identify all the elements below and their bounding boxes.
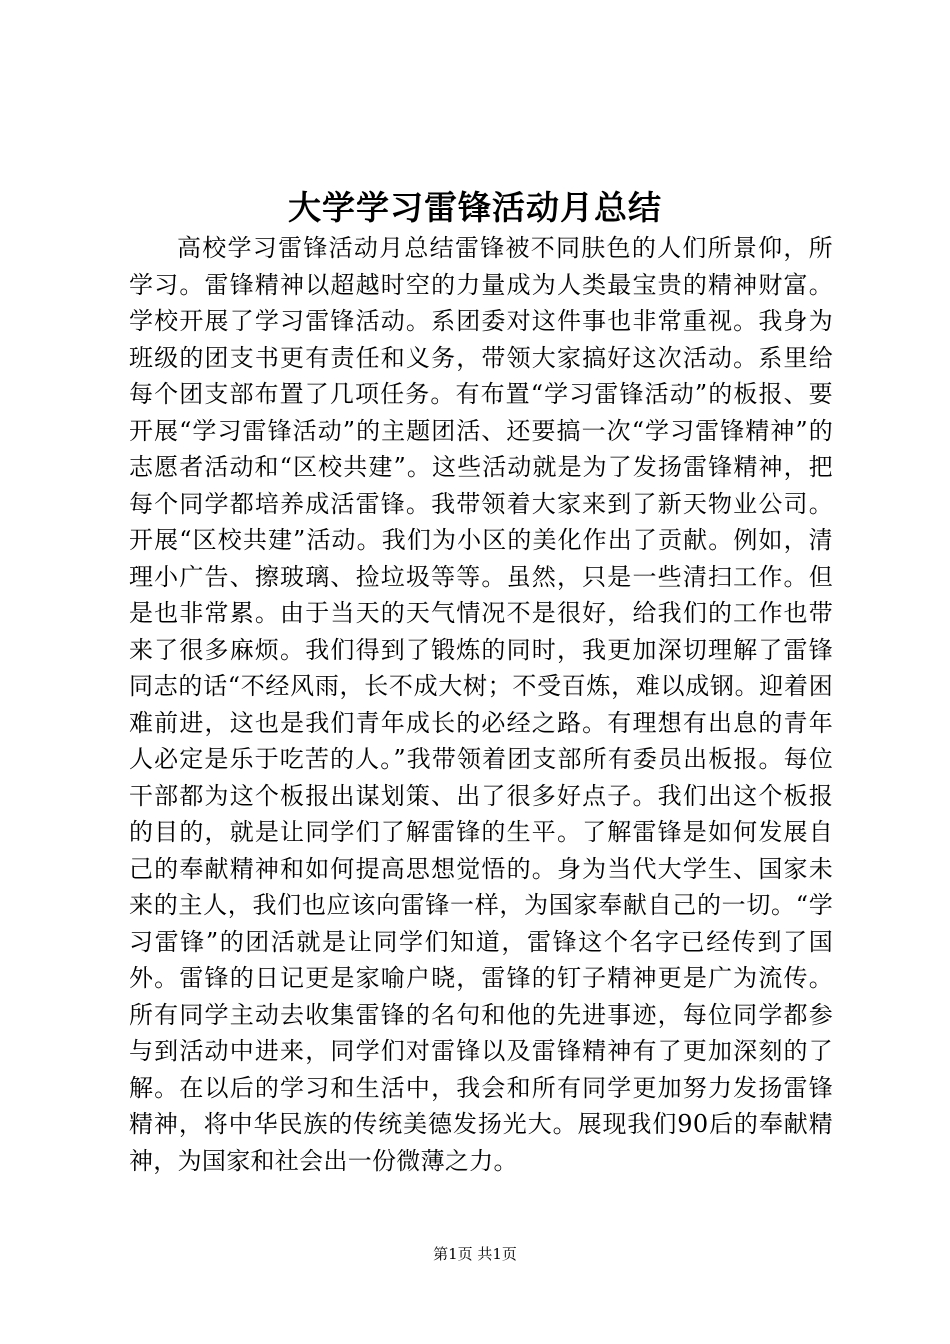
document-body-paragraph: 高校学习雷锋活动月总结雷锋被不同肤色的人们所景仰，所学习。雷锋精神以超越时空的力量成为人类最宝贵的精神财富。学校开展了学习雷锋活动。系团委对这件事也非常重视。我身为班级的团支书更有责任和义务，带领大家搞好这次活动。系里给每个团支部布置了几项任务。有布置“学习雷锋活动”的板报、要开展“学习雷锋活动”的主题团活、还要搞一次“学习雷锋精神”的志愿者活动和“区校共建”。这些活动就是为了发扬雷锋精神，把每个同学都培养成活雷锋。我带领着大家来到了新天物业公司。开展“区校共建”活动。我们为小区的美化作出了贡献。例如，清理小广告、擦玻璃、捡垃圾等等。虽然，只是一些清扫工作。但是也非常累。由于当天的天气情况不是很好，给我们的工作也带来了很多麻烦。我们得到了锻炼的同时，我更加深切理解了雷锋同志的话“不经风雨，长不成大树；不受百炼，难以成钢。迎着困难前进，这也是我们青年成长的必经之路。有理想有出息的青年人必定是乐于吃苦的人。”我带领着团支部所有委员出板报。每位干部都为这个板报出谋划策、出了很多好点子。我们出这个板报的目的，就是让同学们了解雷锋的生平。了解雷锋是如何发展自己的奉献精神和如何提高思想觉悟的。身为当代大学生、国家未来的主人，我们也应该向雷锋一样，为国家奉献自己的一切。“学习雷锋”的团活就是让同学们知道，雷锋这个名字已经传到了国外。雷锋的日记更是家喻户晓，雷锋的钉子精神更是广为流传。所有同学主动去收集雷锋的名句和他的先进事迹，每位同学都参与到活动中进来，同学们对雷锋以及雷锋精神有了更加深刻的了解。在以后的学习和生活中，我会和所有同学更加努力发扬雷锋精神，将中华民族的传统美德发扬光大。展现我们90后的奉献精神，为国家和社会出一份微薄之力。 bbox=[129, 234, 833, 1175]
document-title: 大学学习雷锋活动月总结 bbox=[288, 188, 662, 227]
page-number-footer: 第1页 共1页 bbox=[433, 1245, 517, 1263]
